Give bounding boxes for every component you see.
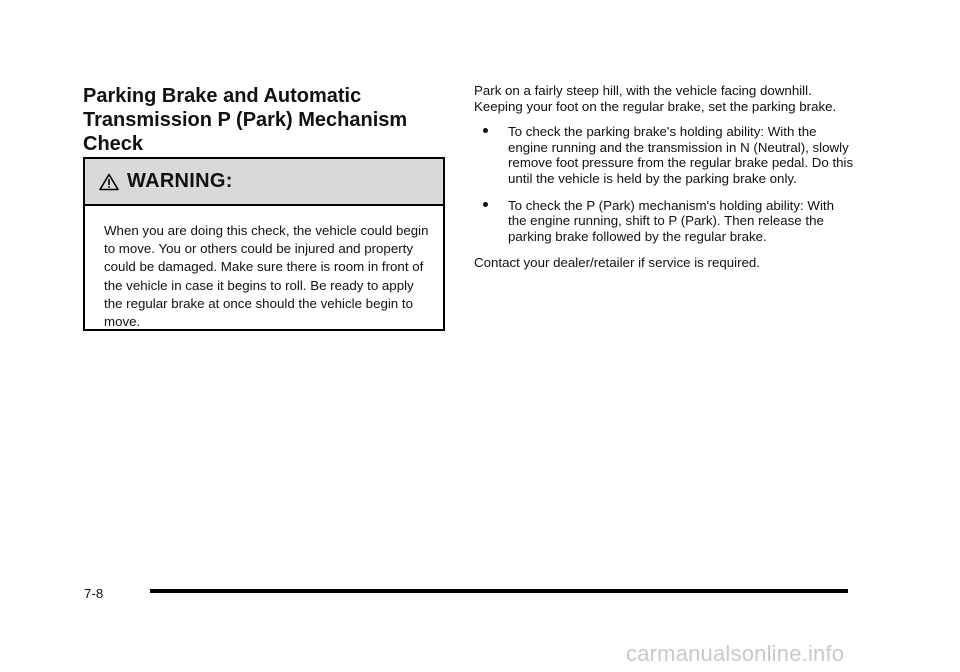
footer-rule (150, 589, 848, 593)
warning-header (85, 159, 443, 206)
bullet-icon (483, 202, 488, 207)
list-item-text: To check the parking brake's holding ability: With the engine running and the transmission in N (Neutral), slowly remove foot pressure from the regular brake pedal. Do this until the vehicle is held by the parking brake only. (508, 124, 854, 186)
list-item (474, 198, 854, 245)
watermark: carmanualsonline.info (626, 641, 845, 666)
warning-box (83, 157, 445, 331)
page-number: 7-8 (84, 586, 104, 601)
list-item-text: To check the P (Park) mechanism's holding ability: With the engine running, shift to P (Park). Then release the parking brake followed by the regular brake. (508, 197, 834, 244)
check-list (474, 124, 854, 244)
warning-text: When you are doing this check, the vehicle could begin to move. You or others could be injured and property could be damaged. Make sure there is room in front of the vehicle in case it begins to roll. Be ready to apply the regular brake at once should the vehicle begin to move. (104, 223, 429, 330)
contact-paragraph: Contact your dealer/retailer if service is required. (474, 255, 761, 271)
instructions-column (474, 83, 854, 271)
warning-triangle-icon (99, 173, 119, 191)
bullet-icon (483, 128, 488, 133)
list-item (474, 124, 854, 186)
intro-paragraph: Park on a fairly steep hill, with the vehicle facing downhill. Keeping your foot on the regular brake, set the parking brake. (474, 83, 837, 114)
section-title: Parking Brake and Automatic Transmission P (Park) Mechanism Check (83, 85, 408, 155)
warning-heading: WARNING: (127, 170, 233, 192)
